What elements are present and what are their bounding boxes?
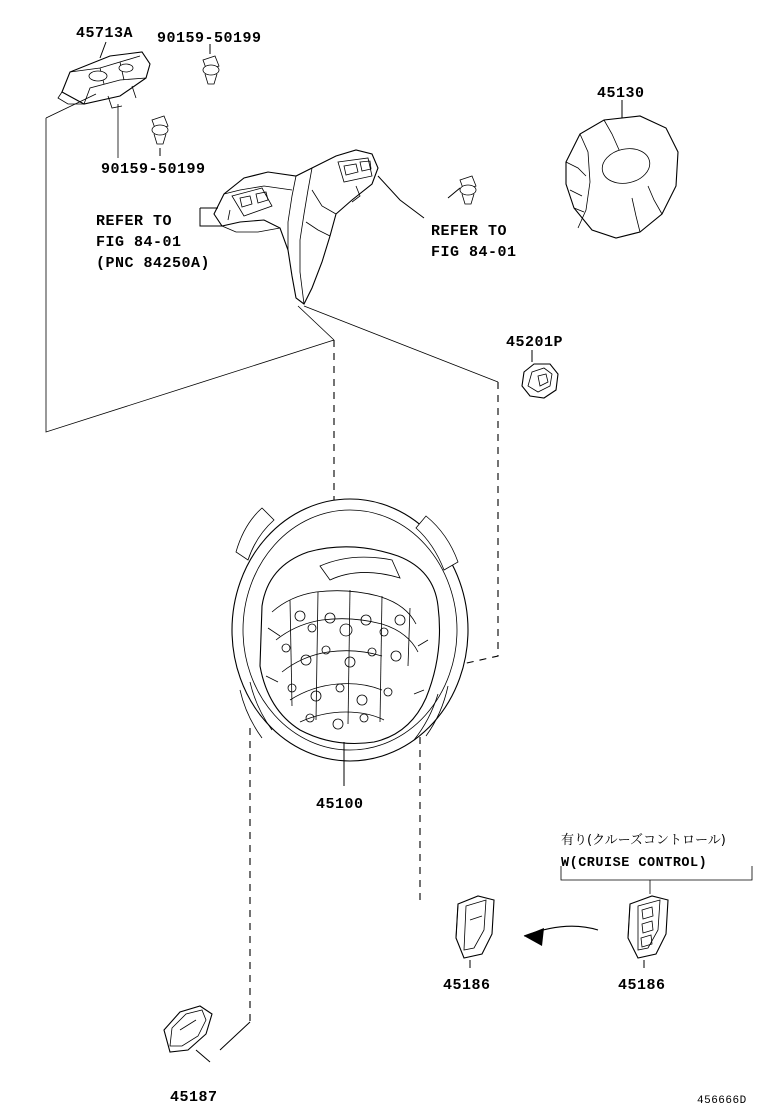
part-90159-50199-screw-upper (203, 56, 219, 84)
label-45201p: 45201P (506, 334, 564, 351)
label-refer-to-right-line1: REFER TO (431, 223, 508, 240)
label-90159-50199-lower: 90159-50199 (101, 161, 206, 178)
part-90159-50199-screw-lower (152, 116, 168, 144)
part-switch-bezel-assembly (214, 150, 378, 304)
part-45201p-nut (522, 364, 558, 398)
label-45713a: 45713A (76, 25, 134, 42)
label-45186-left: 45186 (443, 977, 491, 994)
transfer-arrow (524, 926, 598, 946)
label-refer-to-right-line2: FIG 84-01 (431, 244, 517, 261)
part-45186-switch-right (628, 896, 668, 958)
part-45187-paddle (164, 1006, 212, 1052)
label-90159-50199-upper: 90159-50199 (157, 30, 262, 47)
part-screw-right (460, 176, 476, 204)
label-refer-to-left-line1: REFER TO (96, 213, 173, 230)
label-45100: 45100 (316, 796, 364, 813)
label-refer-to-left-line2: FIG 84-01 (96, 234, 182, 251)
part-45100-steering-wheel (232, 499, 468, 761)
note-cruise-control-en: W(CRUISE CONTROL) (561, 856, 708, 871)
label-refer-to-left-line3: (PNC 84250A) (96, 255, 211, 272)
part-45186-switch-left (456, 896, 494, 958)
part-45130-horn-pad (566, 116, 678, 238)
label-45186-right: 45186 (618, 977, 666, 994)
label-45130: 45130 (597, 85, 645, 102)
note-cruise-control-jp: 有り(クルーズコントロール) (561, 833, 726, 848)
drawing-number: 456666D (697, 1095, 747, 1107)
part-45713a-bracket (58, 52, 150, 108)
label-45187: 45187 (170, 1089, 218, 1106)
